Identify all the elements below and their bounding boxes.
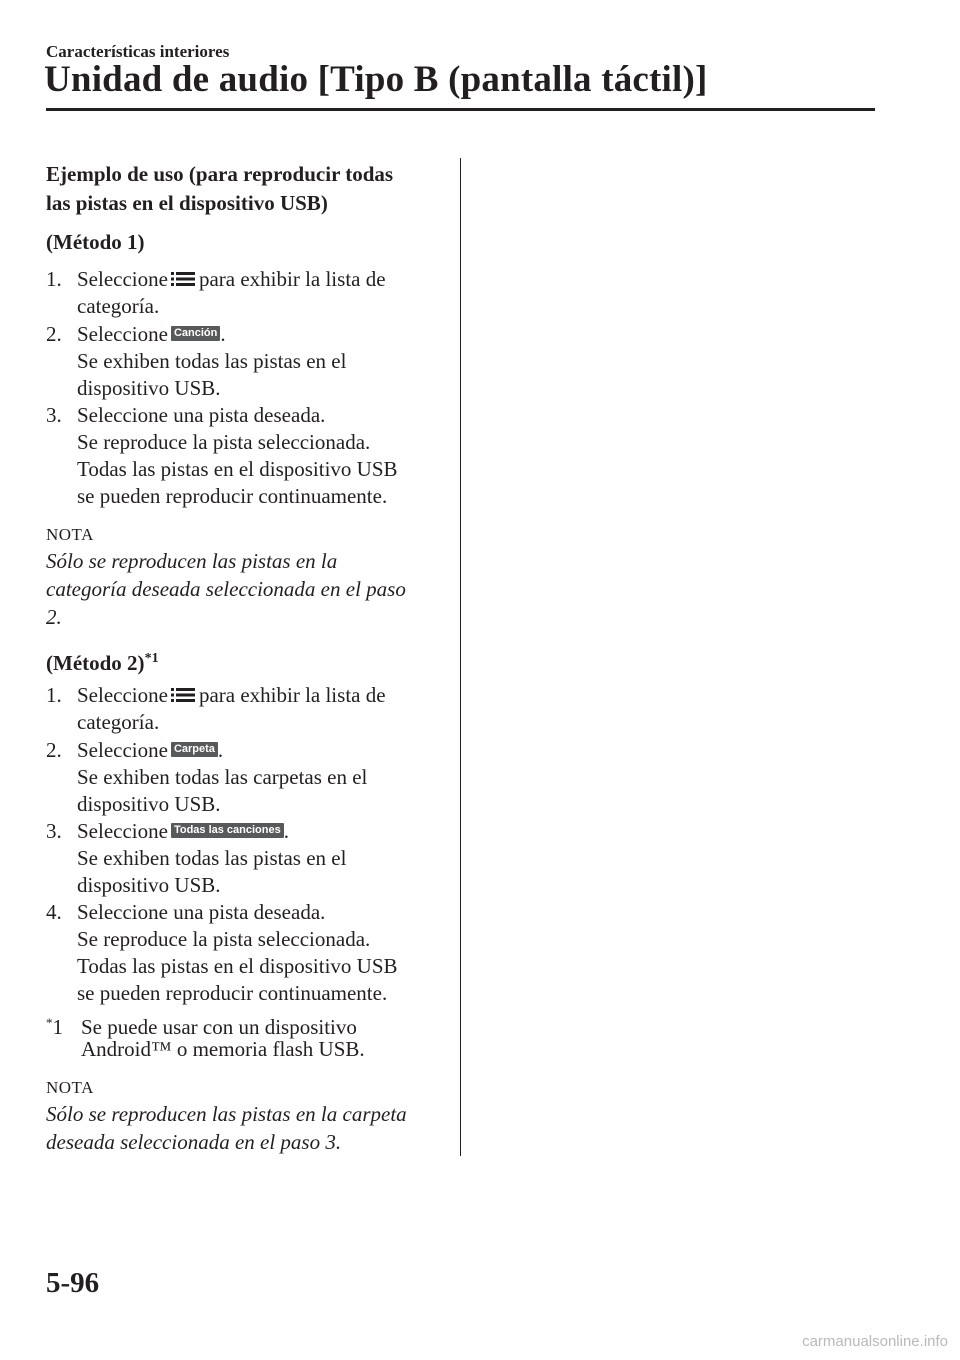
footnote-ref: *1 (144, 651, 159, 666)
step-text: Seleccione (77, 819, 168, 843)
step-number: 1. (46, 683, 62, 707)
step-text: Seleccione (77, 683, 168, 707)
method1-step2-sub2: dispositivo USB. (77, 376, 221, 400)
footnote-mark: * (46, 1015, 53, 1030)
method1-step2 (46, 321, 226, 348)
method2-step3-sub2: dispositivo USB. (77, 873, 221, 897)
method1-note-line2: categoría deseada seleccionada en el paso (46, 577, 406, 601)
footnote-text: Se puede usar con un dispositivo (81, 1015, 357, 1039)
method2-step3-sub1: Se exhiben todas las pistas en el (77, 846, 347, 870)
method1-step2-sub1: Se exhiben todas las pistas en el (77, 349, 347, 373)
chapter-category: Características interiores (46, 42, 230, 61)
method2-step4-sub1: Se reproduce la pista seleccionada. (77, 927, 371, 951)
method2-step1-cont: categoría. (77, 710, 160, 734)
list-icon (170, 687, 196, 703)
method2-note-label: NOTA (46, 1078, 94, 1097)
method2-title-text: (Método 2) (46, 651, 145, 675)
step-text: . (283, 819, 289, 843)
method1-step3 (46, 402, 325, 429)
step-number: 2. (46, 738, 62, 762)
step-text: para exhibir la lista de (198, 267, 386, 291)
page-number: 5-96 (46, 1267, 100, 1299)
method2-step4-sub2: Todas las pistas en el dispositivo USB (77, 954, 398, 978)
method1-note-label: NOTA (46, 525, 94, 544)
step-text: . (217, 738, 224, 762)
carpeta-button: Carpeta (171, 742, 218, 757)
method1-step3-sub1: Se reproduce la pista seleccionada. (77, 430, 371, 454)
method2-step3 (46, 818, 289, 845)
step-number: 2. (46, 322, 62, 346)
method2-note-line2: deseada seleccionada en el paso 3. (46, 1130, 342, 1154)
method2-step2-sub2: dispositivo USB. (77, 792, 221, 816)
method2-step2-sub1: Se exhiben todas las carpetas en el (77, 765, 368, 789)
watermark: carmanualsonline.info (802, 1333, 948, 1350)
step-number: 4. (46, 900, 62, 924)
section-heading-line2: las pistas en el dispositivo USB) (46, 191, 328, 215)
method1-title: (Método 1) (46, 230, 145, 254)
method2-step4-sub3: se pueden reproducir continuamente. (77, 981, 388, 1005)
step-text: . (220, 322, 226, 346)
column-divider (460, 158, 461, 1156)
method2-title (46, 644, 159, 678)
method1-step3-sub3: se pueden reproducir continuamente. (77, 484, 388, 508)
step-number: 3. (46, 403, 62, 427)
step-text: Seleccione una pista deseada. (77, 900, 326, 924)
step-text: Seleccione (77, 738, 168, 762)
step-text: Seleccione (77, 322, 168, 346)
method1-step1-cont: categoría. (77, 294, 160, 318)
step-text: para exhibir la lista de (198, 683, 386, 707)
step-number: 3. (46, 819, 62, 843)
list-icon (170, 271, 196, 287)
method1-note-line3: 2. (46, 605, 62, 629)
footnote-line2: Android™ o memoria flash USB. (81, 1037, 365, 1061)
step-text: Seleccione (77, 267, 168, 291)
section-heading-line1: Ejemplo de uso (para reproducir todas (46, 162, 394, 186)
method1-step3-sub2: Todas las pistas en el dispositivo USB (77, 457, 398, 481)
step-number: 1. (46, 267, 62, 291)
cancion-button: Canción (171, 326, 220, 341)
method2-step2 (46, 737, 223, 764)
step-text: Seleccione una pista deseada. (77, 403, 326, 427)
footnote-number: 1 (52, 1015, 63, 1039)
method1-note-line1: Sólo se reproducen las pistas en la (46, 549, 338, 573)
method2-note-line1: Sólo se reproducen las pistas en la carpeta (46, 1102, 407, 1126)
method1-step1 (46, 266, 386, 293)
method2-step1 (46, 682, 386, 709)
page-title: Unidad de audio [Tipo B (pantalla táctil)] (44, 59, 708, 100)
todas-las-canciones-button: Todas las canciones (171, 823, 284, 838)
method2-step4 (46, 899, 325, 926)
title-rule (46, 108, 875, 111)
